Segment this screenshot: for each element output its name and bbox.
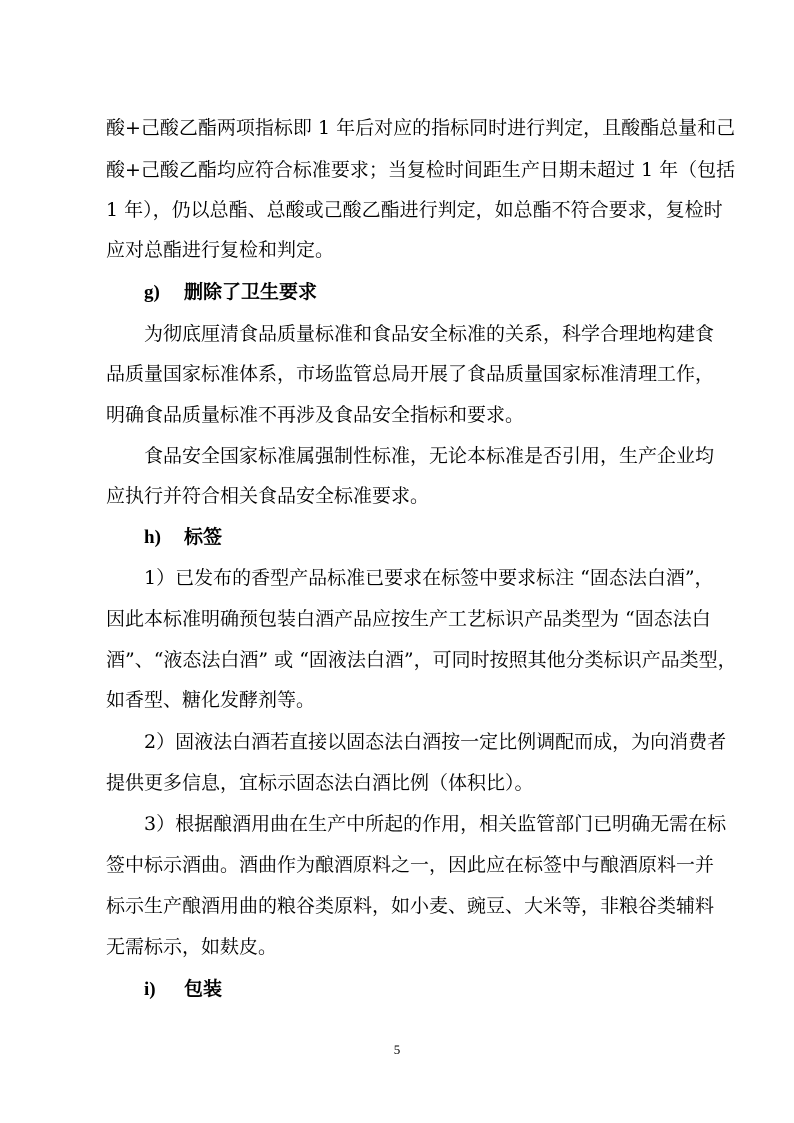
body-text-line: 酸+己酸乙酯均应符合标准要求；当复检时间距生产日期未超过 1 年（包括 bbox=[106, 159, 736, 181]
body-text-line: 提供更多信息，宜标示固态法白酒比例（体积比）。 bbox=[106, 772, 534, 794]
body-text-line: 无需标示，如麸皮。 bbox=[106, 936, 278, 958]
body-text-line: 3）根据酿酒用曲在生产中所起的作用，相关监管部门已明确无需在标 bbox=[144, 813, 727, 835]
body-text-line: 如香型、糖化发酵剂等。 bbox=[106, 689, 316, 711]
section-heading-label: g) bbox=[144, 282, 160, 303]
body-text-line: 明确食品质量标准不再涉及食品安全指标和要求。 bbox=[106, 404, 525, 426]
section-heading-label: i) bbox=[144, 979, 156, 1000]
body-text-line: 1）已发布的香型产品标准已要求在标签中要求标注 “固态法白酒”， bbox=[144, 567, 714, 589]
section-heading-h bbox=[144, 525, 222, 550]
body-text-line: 标示生产酿酒用曲的粮谷类原料，如小麦、豌豆、大米等，非粮谷类辅料 bbox=[106, 895, 715, 917]
body-text-line: 因此本标准明确预包装白酒产品应按生产工艺标识产品类型为 “固态法白 bbox=[106, 608, 711, 630]
body-text-line: 签中标示酒曲。酒曲作为酿酒原料之一，因此应在标签中与酿酒原料一并 bbox=[106, 854, 715, 876]
body-text-line: 酸+己酸乙酯两项指标即 1 年后对应的指标同时进行判定，且酸酯总量和己 bbox=[106, 117, 736, 139]
section-heading-title: 删除了卫生要求 bbox=[184, 281, 318, 303]
section-heading-title: 标签 bbox=[184, 526, 223, 548]
section-heading-g bbox=[144, 280, 317, 305]
body-text-line: 应执行并符合相关食品安全标准要求。 bbox=[106, 485, 430, 507]
section-heading-title: 包装 bbox=[184, 978, 223, 1000]
body-text-line: 酒”、“液态法白酒” 或 “固液法白酒”，可同时按照其他分类标识产品类型， bbox=[106, 649, 737, 671]
page-number: 5 bbox=[393, 1042, 401, 1057]
section-heading-i bbox=[144, 977, 222, 1002]
body-text-line: 食品安全国家标准属强制性标准，无论本标准是否引用，生产企业均 bbox=[144, 445, 715, 467]
body-text-line: 1 年），仍以总酯、总酸或己酸乙酯进行判定，如总酯不符合要求，复检时 bbox=[106, 199, 723, 221]
body-text-line: 为彻底厘清食品质量标准和食品安全标准的关系，科学合理地构建食 bbox=[144, 323, 715, 345]
body-text-line: 应对总酯进行复检和判定。 bbox=[106, 239, 335, 261]
body-text-line: 品质量国家标准体系，市场监管总局开展了食品质量国家标准清理工作， bbox=[106, 363, 715, 385]
section-heading-label: h) bbox=[144, 527, 161, 548]
body-text-line: 2）固液法白酒若直接以固态法白酒按一定比例调配而成，为向消费者 bbox=[144, 731, 727, 753]
